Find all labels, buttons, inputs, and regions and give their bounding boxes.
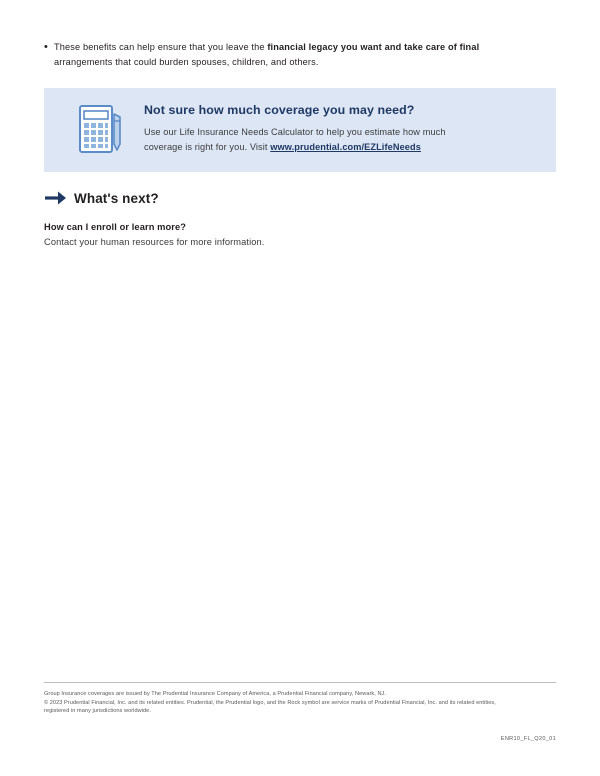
bullet-text-part1: These benefits can help ensure that you leave the	[54, 42, 268, 52]
document-code: ENR10_FL_Q20_01	[500, 736, 556, 742]
whats-next-title: What's next?	[74, 190, 159, 206]
footer-legal	[44, 690, 556, 716]
whats-next-header	[44, 188, 159, 208]
callout-text-part1: Use our Life Insurance Needs Calculator to help you estimate how much	[144, 127, 446, 137]
needs-calculator-link[interactable]: www.prudential.com/EZLifeNeeds	[270, 142, 421, 152]
footer-line-1: Group Insurance coverages are issued by The Prudential Insurance Company of America, a Prudential Financial company, Newark, NJ.	[44, 691, 386, 697]
callout-text-part2: coverage is right for you. Visit	[144, 142, 271, 152]
enroll-answer-text: Contact your human resources for more information.	[44, 237, 265, 247]
calculator-icon	[78, 102, 134, 159]
footer-line-2: © 2023 Prudential Financial, Inc. and its related entities. Prudential, the Prudential logo, and the Rock symbol are service marks of Prudential Financial, Inc. and its related entities,	[44, 699, 496, 706]
enroll-question-heading: How can I enroll or learn more?	[44, 222, 187, 232]
bullet-marker: •	[44, 41, 48, 53]
coverage-calculator-callout	[44, 88, 556, 172]
bullet-paragraph	[54, 40, 556, 70]
arrow-right-icon	[44, 188, 70, 208]
footer-line-3: registered in many jurisdictions worldwide.	[44, 708, 151, 715]
list-item	[44, 40, 556, 70]
footer-divider	[44, 682, 556, 683]
benefits-bullet-block	[44, 40, 556, 70]
callout-title: Not sure how much coverage you may need?	[144, 103, 415, 117]
bullet-text-part2: arrangements that could burden spouses, children, and others.	[54, 57, 319, 67]
bullet-text-bold: financial legacy you want and take care of final	[267, 42, 480, 52]
callout-text	[144, 125, 540, 155]
